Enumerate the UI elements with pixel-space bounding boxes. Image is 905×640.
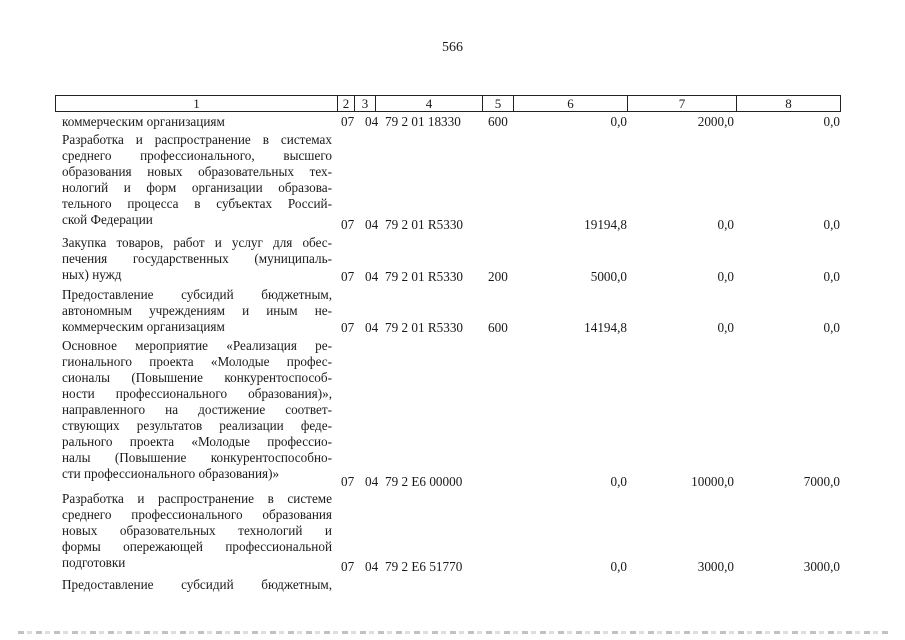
- section-code: 07: [341, 269, 355, 284]
- row-description: [62, 577, 332, 593]
- description-line: ности профессионального образования)»,: [62, 386, 332, 401]
- amount-col7: 3000,0: [697, 559, 734, 574]
- amount-col6: 0,0: [610, 559, 627, 574]
- header-cell-4: 4: [376, 96, 483, 111]
- description-line: коммерческим организациям: [62, 319, 225, 334]
- header-cell-5: 5: [483, 96, 514, 111]
- section-code: 07: [341, 474, 355, 489]
- description-line: сти профессионального образования)»: [62, 466, 280, 481]
- target-article-code: 79 2 01 R5330: [385, 217, 464, 232]
- target-article-code: 79 2 E6 00000: [385, 474, 463, 489]
- scan-edge-artifact: [18, 631, 888, 634]
- amount-col7: 2000,0: [697, 114, 734, 129]
- section-code: 07: [341, 320, 355, 335]
- target-article-code: 79 2 01 R5330: [385, 320, 464, 335]
- amount-col6: 0,0: [610, 114, 627, 129]
- row-description: [62, 287, 332, 335]
- page-number: 566: [442, 40, 463, 55]
- description-line: Разработка и распространение в системах: [62, 132, 332, 147]
- description-line: Предоставление субсидий бюджетным,: [62, 577, 332, 592]
- amount-col6: 19194,8: [584, 217, 627, 232]
- header-cell-3: 3: [355, 96, 376, 111]
- amount-col7: 0,0: [717, 269, 734, 284]
- description-line: образования новых образовательных тех-: [62, 164, 332, 179]
- subsection-code: 04: [365, 320, 379, 335]
- amount-col8: 0,0: [823, 269, 840, 284]
- section-code: 07: [341, 559, 355, 574]
- description-line: коммерческим организациям: [62, 114, 225, 129]
- description-line: налы (Повышение конкурентоспособно-: [62, 450, 332, 465]
- description-line: ных) нужд: [62, 267, 122, 282]
- amount-col6: 5000,0: [590, 269, 627, 284]
- amount-col8: 3000,0: [803, 559, 840, 574]
- row-description: [62, 235, 332, 283]
- amount-col8: 0,0: [823, 114, 840, 129]
- description-line: сионалы (Повышение конкурентоспособ-: [62, 370, 332, 385]
- description-line: направленного на достижение соответ-: [62, 402, 332, 417]
- amount-col8: 0,0: [823, 320, 840, 335]
- amount-col7: 0,0: [717, 320, 734, 335]
- row-description: [62, 114, 332, 130]
- description-line: формы опережающей профессиональной: [62, 539, 332, 554]
- target-article-code: 79 2 01 18330: [385, 114, 461, 129]
- table-header: [55, 95, 841, 112]
- description-line: ствующих результатов реализации феде-: [62, 418, 332, 433]
- target-article-code: 79 2 E6 51770: [385, 559, 463, 574]
- header-cell-1: 1: [56, 96, 338, 111]
- amount-col7: 10000,0: [691, 474, 734, 489]
- header-cell-2: 2: [338, 96, 355, 111]
- description-line: Основное мероприятие «Реализация ре-: [62, 338, 332, 353]
- amount-col6: 14194,8: [584, 320, 627, 335]
- subsection-code: 04: [365, 269, 379, 284]
- expense-type-code: 600: [488, 114, 508, 129]
- expense-type-code: 600: [488, 320, 508, 335]
- section-code: 07: [341, 114, 355, 129]
- amount-col8: 7000,0: [803, 474, 840, 489]
- description-line: среднего профессионального образования: [62, 507, 332, 522]
- section-code: 07: [341, 217, 355, 232]
- description-line: печения государственных (муниципаль-: [62, 251, 332, 266]
- subsection-code: 04: [365, 217, 379, 232]
- description-line: ской Федерации: [62, 212, 153, 227]
- description-line: тельного процесса в субъектах Россий-: [62, 196, 332, 211]
- header-cell-6: 6: [514, 96, 628, 111]
- header-cell-7: 7: [628, 96, 737, 111]
- subsection-code: 04: [365, 114, 379, 129]
- header-cell-8: 8: [785, 96, 792, 111]
- amount-col8: 0,0: [823, 217, 840, 232]
- amount-col7: 0,0: [717, 217, 734, 232]
- description-line: новых образовательных технологий и: [62, 523, 332, 538]
- row-description: [62, 338, 332, 482]
- row-description: [62, 491, 332, 571]
- target-article-code: 79 2 01 R5330: [385, 269, 464, 284]
- description-line: автономным учреждениям и иным не-: [62, 303, 332, 318]
- description-line: Закупка товаров, работ и услуг для обес-: [62, 235, 332, 250]
- amount-col6: 0,0: [610, 474, 627, 489]
- subsection-code: 04: [365, 559, 379, 574]
- row-description: [62, 132, 332, 228]
- description-line: нологий и форм организации образова-: [62, 180, 332, 195]
- description-line: Разработка и распространение в системе: [62, 491, 332, 506]
- description-line: гионального проекта «Молодые профес-: [62, 354, 332, 369]
- description-line: среднего профессионального, высшего: [62, 148, 332, 163]
- description-line: Предоставление субсидий бюджетным,: [62, 287, 332, 302]
- description-line: подготовки: [62, 555, 126, 570]
- expense-type-code: 200: [488, 269, 508, 284]
- subsection-code: 04: [365, 474, 379, 489]
- description-line: рального проекта «Молодые профессио-: [62, 434, 332, 449]
